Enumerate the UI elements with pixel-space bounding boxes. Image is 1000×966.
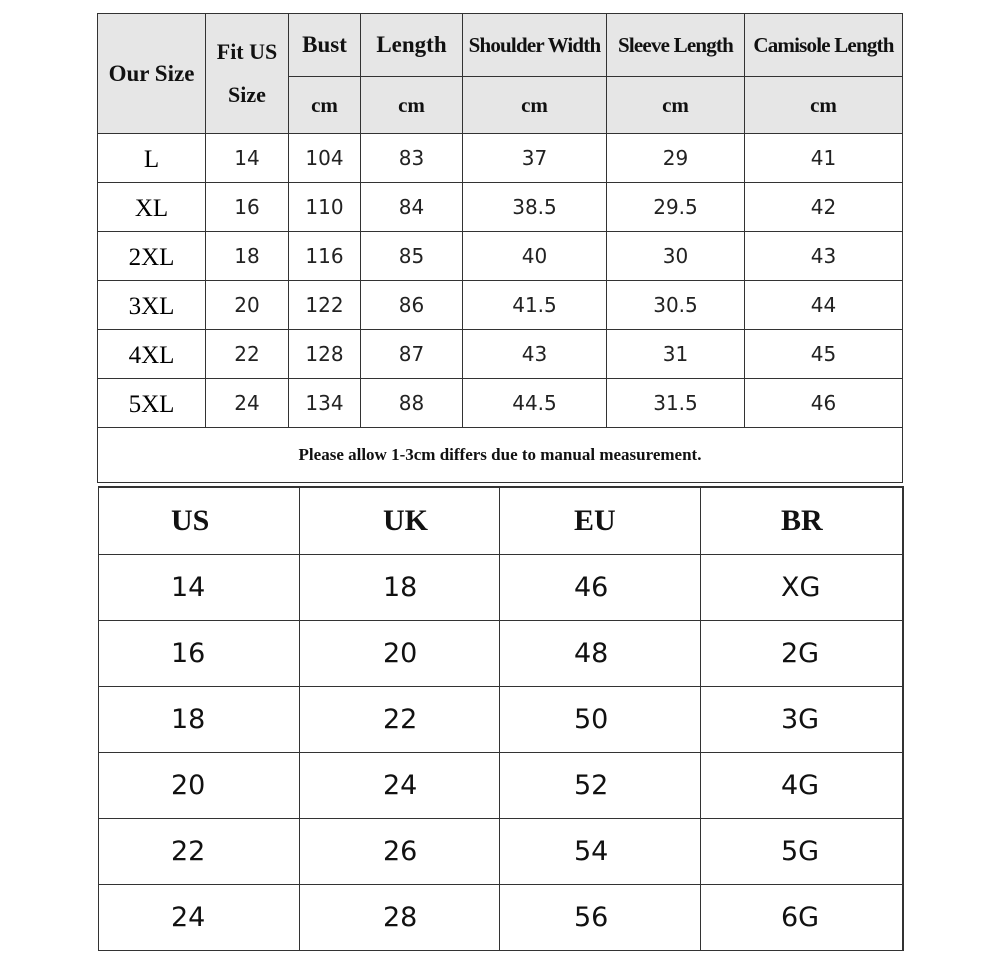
size-conversion-table	[98, 486, 904, 951]
cell-bust: 128	[289, 330, 361, 379]
cell-us: 14	[99, 555, 300, 621]
cell-length: 84	[361, 183, 463, 232]
cell-eu: 46	[500, 555, 701, 621]
cell-uk: 28	[300, 885, 500, 951]
cell-uk: 24	[300, 753, 500, 819]
cell-our-size: 5XL	[98, 379, 206, 428]
cell-length: 83	[361, 134, 463, 183]
cell-eu: 52	[500, 753, 701, 819]
table-row	[99, 555, 903, 621]
cell-shoulder-width: 44.5	[463, 379, 607, 428]
table-row	[99, 621, 903, 687]
cell-uk: 20	[300, 621, 500, 687]
cell-bust: 110	[289, 183, 361, 232]
measurement-note: Please allow 1-3cm differs due to manual measurement.	[98, 428, 903, 483]
cell-eu: 54	[500, 819, 701, 885]
cell-our-size: 2XL	[98, 232, 206, 281]
cell-fit-us: 24	[206, 379, 289, 428]
cell-br: 4G	[701, 753, 903, 819]
table-row	[98, 379, 903, 428]
cell-our-size: XL	[98, 183, 206, 232]
cell-sleeve-length: 30.5	[607, 281, 745, 330]
cell-length: 88	[361, 379, 463, 428]
cell-sleeve-length: 29	[607, 134, 745, 183]
unit-shoulder-width: cm	[463, 77, 607, 134]
header-fit-us-size	[206, 14, 289, 134]
table-row	[98, 281, 903, 330]
cell-eu: 50	[500, 687, 701, 753]
table-row	[99, 753, 903, 819]
cell-our-size: 3XL	[98, 281, 206, 330]
table-row	[99, 819, 903, 885]
cell-shoulder-width: 43	[463, 330, 607, 379]
size-chart-table	[97, 13, 903, 483]
header-bust: Bust	[289, 14, 361, 77]
header-uk: UK	[300, 487, 500, 555]
header-fit-us-line2: Size	[228, 81, 266, 107]
table-row	[99, 885, 903, 951]
cell-br: XG	[701, 555, 903, 621]
cell-bust: 122	[289, 281, 361, 330]
unit-camisole-length: cm	[745, 77, 903, 134]
cell-bust: 104	[289, 134, 361, 183]
table-row	[98, 330, 903, 379]
cell-camisole-length: 42	[745, 183, 903, 232]
cell-length: 85	[361, 232, 463, 281]
cell-sleeve-length: 31.5	[607, 379, 745, 428]
header-shoulder-width: Shoulder Width	[463, 14, 607, 77]
cell-uk: 18	[300, 555, 500, 621]
cell-br: 2G	[701, 621, 903, 687]
header-br: BR	[701, 487, 903, 555]
cell-br: 3G	[701, 687, 903, 753]
header-eu: EU	[500, 487, 701, 555]
cell-fit-us: 16	[206, 183, 289, 232]
cell-our-size: 4XL	[98, 330, 206, 379]
header-sleeve-length: Sleeve Length	[607, 14, 745, 77]
header-us: US	[99, 487, 300, 555]
cell-sleeve-length: 29.5	[607, 183, 745, 232]
header-length: Length	[361, 14, 463, 77]
cell-us: 20	[99, 753, 300, 819]
cell-bust: 134	[289, 379, 361, 428]
cell-shoulder-width: 41.5	[463, 281, 607, 330]
cell-uk: 22	[300, 687, 500, 753]
cell-us: 24	[99, 885, 300, 951]
cell-us: 16	[99, 621, 300, 687]
header-fit-us-line1: Fit US	[216, 38, 278, 64]
cell-camisole-length: 45	[745, 330, 903, 379]
cell-br: 5G	[701, 819, 903, 885]
cell-shoulder-width: 37	[463, 134, 607, 183]
table-row	[98, 134, 903, 183]
table-row	[98, 232, 903, 281]
cell-camisole-length: 44	[745, 281, 903, 330]
unit-bust: cm	[289, 77, 361, 134]
cell-eu: 56	[500, 885, 701, 951]
cell-sleeve-length: 31	[607, 330, 745, 379]
table-row	[98, 183, 903, 232]
cell-length: 87	[361, 330, 463, 379]
cell-fit-us: 18	[206, 232, 289, 281]
cell-our-size: L	[98, 134, 206, 183]
cell-shoulder-width: 40	[463, 232, 607, 281]
cell-fit-us: 22	[206, 330, 289, 379]
cell-camisole-length: 46	[745, 379, 903, 428]
cell-br: 6G	[701, 885, 903, 951]
header-camisole-length: Camisole Length	[745, 14, 903, 77]
cell-fit-us: 20	[206, 281, 289, 330]
cell-fit-us: 14	[206, 134, 289, 183]
cell-length: 86	[361, 281, 463, 330]
cell-us: 22	[99, 819, 300, 885]
cell-bust: 116	[289, 232, 361, 281]
cell-camisole-length: 41	[745, 134, 903, 183]
unit-sleeve-length: cm	[607, 77, 745, 134]
cell-uk: 26	[300, 819, 500, 885]
cell-us: 18	[99, 687, 300, 753]
table-row	[99, 687, 903, 753]
header-our-size: Our Size	[98, 14, 206, 134]
cell-shoulder-width: 38.5	[463, 183, 607, 232]
cell-eu: 48	[500, 621, 701, 687]
cell-camisole-length: 43	[745, 232, 903, 281]
unit-length: cm	[361, 77, 463, 134]
cell-sleeve-length: 30	[607, 232, 745, 281]
